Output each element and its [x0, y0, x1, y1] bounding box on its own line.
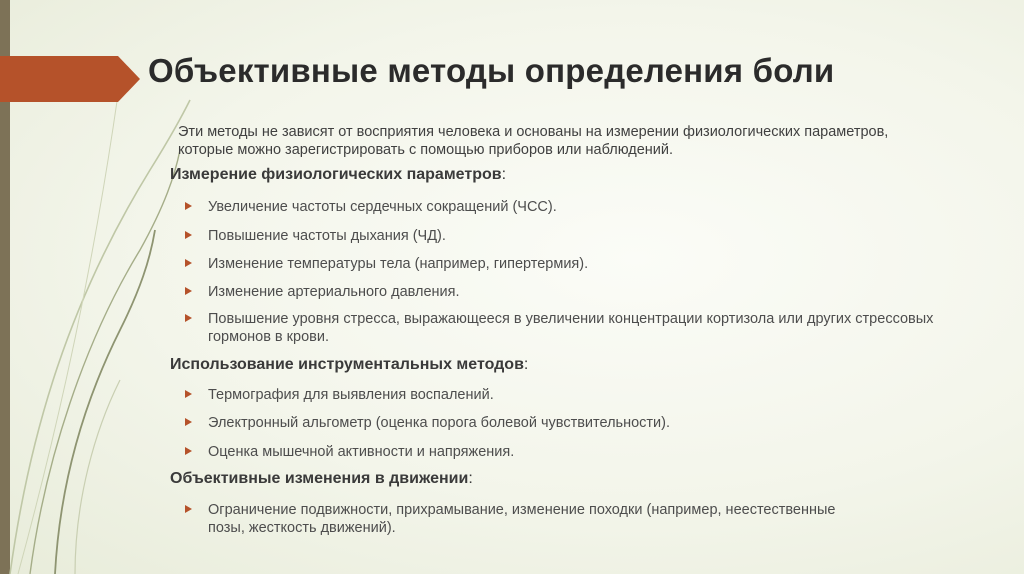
- list-item-text: Термография для выявления воспалений.: [208, 387, 494, 403]
- heading-colon: :: [468, 470, 473, 487]
- list-item-text: Электронный альгометр (оценка порога болевой чувствительности).: [208, 415, 671, 431]
- list-item-text: Повышение уровня стресса, выражающееся в увеличении концентрации кортизола или других стрессовых гормонов в крови.: [208, 311, 934, 345]
- section-heading-text: Измерение физиологических параметров: [170, 166, 502, 183]
- list-item-text: Оценка мышечной активности и напряжения.: [208, 444, 515, 460]
- section-heading-text: Объективные изменения в движении: [170, 470, 469, 487]
- list-item: [185, 198, 945, 216]
- list-item: [185, 414, 945, 432]
- triangle-bullet-icon: [185, 202, 192, 210]
- list-item-text: Изменение артериального давления.: [208, 284, 460, 300]
- list-item-text: Изменение температуры тела (например, гипертермия).: [208, 256, 589, 272]
- list-item-text: Повышение частоты дыхания (ЧД).: [208, 228, 446, 244]
- triangle-bullet-icon: [185, 447, 192, 455]
- intro-paragraph: Эти методы не зависят от восприятия человека и основаны на измерении физиологических параметров, которые можно зарегистрировать с помощью приборов или наблюдений.: [178, 124, 889, 158]
- page-title: Объективные методы определения боли: [148, 52, 835, 89]
- triangle-bullet-icon: [185, 231, 192, 239]
- list-item: [185, 310, 945, 346]
- list-item: [185, 283, 945, 301]
- list-item: [185, 386, 945, 404]
- list-item: [185, 255, 945, 273]
- section-heading-physiological: [170, 166, 506, 184]
- section-heading-movement: [170, 470, 473, 488]
- triangle-bullet-icon: [185, 314, 192, 322]
- triangle-bullet-icon: [185, 418, 192, 426]
- list-item: [185, 227, 945, 245]
- list-item: [185, 501, 945, 537]
- triangle-bullet-icon: [185, 390, 192, 398]
- list-item-text: Увеличение частоты сердечных сокращений (ЧСС).: [208, 199, 557, 215]
- heading-colon: :: [501, 166, 507, 183]
- list-item-text: Ограничение подвижности, прихрамывание, изменение походки (например, неестественные позы, жесткость движений).: [208, 502, 836, 536]
- section-heading-instrumental: [170, 356, 528, 374]
- arrow-marker-icon: [0, 56, 140, 102]
- triangle-bullet-icon: [185, 287, 192, 295]
- triangle-bullet-icon: [185, 259, 192, 267]
- list-item: [185, 443, 945, 461]
- triangle-bullet-icon: [185, 505, 192, 513]
- section-heading-text: Использование инструментальных методов: [170, 356, 524, 373]
- heading-colon: :: [523, 356, 529, 373]
